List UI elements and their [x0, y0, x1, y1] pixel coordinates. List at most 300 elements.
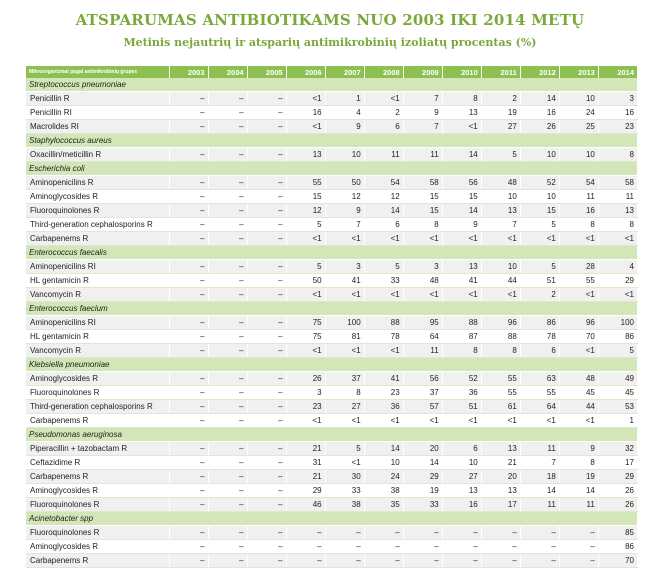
value-cell-2011: 5 — [481, 148, 520, 162]
value-cell-2006: 75 — [286, 316, 325, 330]
value-cell-2003: – — [169, 218, 208, 232]
value-cell-2009: 7 — [403, 92, 442, 106]
value-cell-2007: 27 — [325, 400, 364, 414]
value-cell-2003: – — [169, 274, 208, 288]
value-cell-2011: 17 — [481, 498, 520, 512]
value-cell-2003: – — [169, 442, 208, 456]
value-cell-2009: 20 — [403, 442, 442, 456]
value-cell-2013: 44 — [559, 400, 598, 414]
antimicrobial-label: Carbapenems R — [26, 470, 169, 484]
table-row — [26, 190, 638, 204]
resistance-table — [26, 66, 638, 568]
value-cell-2010: 56 — [442, 176, 481, 190]
value-cell-2009: 56 — [403, 372, 442, 386]
value-cell-2007: 33 — [325, 484, 364, 498]
value-cell-2004: – — [208, 442, 247, 456]
value-cell-2012: 18 — [520, 470, 559, 484]
antimicrobial-label: Macrolides RI — [26, 120, 169, 134]
value-cell-2009: – — [403, 526, 442, 540]
value-cell-2013: 8 — [559, 456, 598, 470]
value-cell-2007: 50 — [325, 176, 364, 190]
value-cell-2010: 52 — [442, 372, 481, 386]
value-cell-2003: – — [169, 386, 208, 400]
table-row — [26, 148, 638, 162]
table-row — [26, 554, 638, 568]
value-cell-2006: 23 — [286, 400, 325, 414]
value-cell-2011: 19 — [481, 106, 520, 120]
value-cell-2009: – — [403, 554, 442, 568]
table-row — [26, 260, 638, 274]
value-cell-2011: – — [481, 540, 520, 554]
header-year-2008: 2008 — [364, 66, 403, 78]
value-cell-2014: 86 — [598, 540, 637, 554]
antimicrobial-label: Aminoglycosides R — [26, 484, 169, 498]
value-cell-2009: 95 — [403, 316, 442, 330]
value-cell-2003: – — [169, 204, 208, 218]
value-cell-2008: 38 — [364, 484, 403, 498]
value-cell-2012: 26 — [520, 120, 559, 134]
value-cell-2014: 11 — [598, 190, 637, 204]
table-row — [26, 470, 638, 484]
organism-name: Streptococcus pneumoniae — [26, 78, 638, 92]
value-cell-2012: 5 — [520, 218, 559, 232]
value-cell-2014: 23 — [598, 120, 637, 134]
value-cell-2003: – — [169, 330, 208, 344]
table-row — [26, 330, 638, 344]
value-cell-2014: 29 — [598, 470, 637, 484]
organism-name: Escherichia coli — [26, 162, 638, 176]
value-cell-2009: 33 — [403, 498, 442, 512]
value-cell-2004: – — [208, 148, 247, 162]
value-cell-2012: 7 — [520, 456, 559, 470]
value-cell-2004: – — [208, 498, 247, 512]
value-cell-2013: – — [559, 554, 598, 568]
value-cell-2005: – — [247, 120, 286, 134]
table-row — [26, 526, 638, 540]
value-cell-2010: – — [442, 526, 481, 540]
value-cell-2013: 11 — [559, 498, 598, 512]
value-cell-2007: – — [325, 526, 364, 540]
value-cell-2006: <1 — [286, 92, 325, 106]
value-cell-2014: 17 — [598, 456, 637, 470]
value-cell-2008: 78 — [364, 330, 403, 344]
value-cell-2012: 2 — [520, 288, 559, 302]
value-cell-2008: 24 — [364, 470, 403, 484]
table-row — [26, 540, 638, 554]
value-cell-2003: – — [169, 232, 208, 246]
value-cell-2009: 7 — [403, 120, 442, 134]
antimicrobial-label: Penicillin RI — [26, 106, 169, 120]
table-row — [26, 218, 638, 232]
header-year-2003: 2003 — [169, 66, 208, 78]
value-cell-2010: 14 — [442, 204, 481, 218]
value-cell-2005: – — [247, 260, 286, 274]
value-cell-2013: 28 — [559, 260, 598, 274]
value-cell-2008: <1 — [364, 232, 403, 246]
value-cell-2005: – — [247, 526, 286, 540]
value-cell-2009: 11 — [403, 344, 442, 358]
value-cell-2005: – — [247, 232, 286, 246]
value-cell-2006: <1 — [286, 120, 325, 134]
value-cell-2011: 44 — [481, 274, 520, 288]
value-cell-2006: – — [286, 554, 325, 568]
value-cell-2005: – — [247, 106, 286, 120]
value-cell-2009: 48 — [403, 274, 442, 288]
value-cell-2010: 88 — [442, 316, 481, 330]
value-cell-2008: 35 — [364, 498, 403, 512]
value-cell-2010: 8 — [442, 92, 481, 106]
value-cell-2006: 12 — [286, 204, 325, 218]
value-cell-2012: 15 — [520, 204, 559, 218]
value-cell-2011: 7 — [481, 218, 520, 232]
value-cell-2013: 11 — [559, 190, 598, 204]
table-row — [26, 288, 638, 302]
organism-group-row — [26, 512, 638, 526]
value-cell-2005: – — [247, 218, 286, 232]
value-cell-2014: 5 — [598, 344, 637, 358]
value-cell-2013: <1 — [559, 344, 598, 358]
value-cell-2006: – — [286, 526, 325, 540]
value-cell-2007: 30 — [325, 470, 364, 484]
value-cell-2004: – — [208, 218, 247, 232]
value-cell-2010: <1 — [442, 288, 481, 302]
organism-group-row — [26, 302, 638, 316]
value-cell-2006: 5 — [286, 218, 325, 232]
organism-name: Enterococcus faecium — [26, 302, 638, 316]
value-cell-2005: – — [247, 148, 286, 162]
value-cell-2012: 11 — [520, 498, 559, 512]
value-cell-2004: – — [208, 456, 247, 470]
value-cell-2004: – — [208, 288, 247, 302]
organism-group-row — [26, 428, 638, 442]
value-cell-2010: – — [442, 554, 481, 568]
organism-group-row — [26, 134, 638, 148]
value-cell-2009: <1 — [403, 414, 442, 428]
antimicrobial-label: Piperacillin + tazobactam R — [26, 442, 169, 456]
value-cell-2008: 10 — [364, 456, 403, 470]
value-cell-2014: 16 — [598, 106, 637, 120]
value-cell-2005: – — [247, 470, 286, 484]
value-cell-2012: 11 — [520, 442, 559, 456]
value-cell-2011: 13 — [481, 442, 520, 456]
value-cell-2014: 100 — [598, 316, 637, 330]
value-cell-2011: – — [481, 526, 520, 540]
value-cell-2014: 8 — [598, 148, 637, 162]
value-cell-2004: – — [208, 400, 247, 414]
value-cell-2006: 31 — [286, 456, 325, 470]
value-cell-2013: <1 — [559, 232, 598, 246]
value-cell-2004: – — [208, 386, 247, 400]
antimicrobial-label: Carbapenems R — [26, 554, 169, 568]
value-cell-2005: – — [247, 344, 286, 358]
table-row — [26, 92, 638, 106]
value-cell-2007: – — [325, 554, 364, 568]
antimicrobial-label: Aminopenicilins RI — [26, 260, 169, 274]
header-year-2005: 2005 — [247, 66, 286, 78]
value-cell-2004: – — [208, 372, 247, 386]
value-cell-2011: 96 — [481, 316, 520, 330]
page-title: ATSPARUMAS ANTIBIOTIKAMS NUO 2003 IKI 2014 METŲ — [75, 11, 585, 29]
value-cell-2005: – — [247, 540, 286, 554]
value-cell-2013: 24 — [559, 106, 598, 120]
value-cell-2012: 78 — [520, 330, 559, 344]
value-cell-2008: <1 — [364, 344, 403, 358]
value-cell-2003: – — [169, 260, 208, 274]
value-cell-2007: 5 — [325, 442, 364, 456]
value-cell-2013: 8 — [559, 218, 598, 232]
value-cell-2011: <1 — [481, 414, 520, 428]
value-cell-2005: – — [247, 204, 286, 218]
value-cell-2005: – — [247, 288, 286, 302]
value-cell-2007: 38 — [325, 498, 364, 512]
value-cell-2013: – — [559, 526, 598, 540]
value-cell-2014: 86 — [598, 330, 637, 344]
value-cell-2014: 85 — [598, 526, 637, 540]
value-cell-2012: 5 — [520, 260, 559, 274]
value-cell-2007: 8 — [325, 386, 364, 400]
value-cell-2008: <1 — [364, 288, 403, 302]
value-cell-2006: 55 — [286, 176, 325, 190]
table-row — [26, 316, 638, 330]
value-cell-2004: – — [208, 274, 247, 288]
table-row — [26, 498, 638, 512]
value-cell-2004: – — [208, 414, 247, 428]
value-cell-2012: 64 — [520, 400, 559, 414]
value-cell-2006: 15 — [286, 190, 325, 204]
table-body — [26, 78, 638, 568]
value-cell-2011: 88 — [481, 330, 520, 344]
value-cell-2013: 14 — [559, 484, 598, 498]
antimicrobial-label: HL gentamicin R — [26, 274, 169, 288]
value-cell-2012: 51 — [520, 274, 559, 288]
value-cell-2007: 41 — [325, 274, 364, 288]
value-cell-2005: – — [247, 316, 286, 330]
value-cell-2008: 36 — [364, 400, 403, 414]
value-cell-2010: 13 — [442, 260, 481, 274]
table-row — [26, 106, 638, 120]
value-cell-2005: – — [247, 442, 286, 456]
value-cell-2013: 96 — [559, 316, 598, 330]
value-cell-2012: 14 — [520, 484, 559, 498]
value-cell-2010: 51 — [442, 400, 481, 414]
value-cell-2007: <1 — [325, 414, 364, 428]
value-cell-2011: 13 — [481, 204, 520, 218]
value-cell-2012: 14 — [520, 92, 559, 106]
value-cell-2006: 75 — [286, 330, 325, 344]
value-cell-2006: 3 — [286, 386, 325, 400]
value-cell-2007: 9 — [325, 120, 364, 134]
antimicrobial-label: Fluoroquinolones R — [26, 498, 169, 512]
value-cell-2008: 23 — [364, 386, 403, 400]
value-cell-2010: 8 — [442, 344, 481, 358]
value-cell-2004: – — [208, 470, 247, 484]
value-cell-2003: – — [169, 190, 208, 204]
value-cell-2004: – — [208, 176, 247, 190]
value-cell-2006: 21 — [286, 470, 325, 484]
value-cell-2013: 25 — [559, 120, 598, 134]
value-cell-2005: – — [247, 190, 286, 204]
value-cell-2009: <1 — [403, 232, 442, 246]
value-cell-2014: 8 — [598, 218, 637, 232]
value-cell-2009: 58 — [403, 176, 442, 190]
value-cell-2014: 32 — [598, 442, 637, 456]
value-cell-2014: 70 — [598, 554, 637, 568]
value-cell-2014: 4 — [598, 260, 637, 274]
value-cell-2009: 19 — [403, 484, 442, 498]
value-cell-2006: 46 — [286, 498, 325, 512]
value-cell-2014: 1 — [598, 414, 637, 428]
value-cell-2008: – — [364, 554, 403, 568]
value-cell-2014: 29 — [598, 274, 637, 288]
table-row — [26, 442, 638, 456]
value-cell-2007: 4 — [325, 106, 364, 120]
value-cell-2012: 86 — [520, 316, 559, 330]
value-cell-2010: 13 — [442, 106, 481, 120]
value-cell-2008: – — [364, 526, 403, 540]
value-cell-2007: 100 — [325, 316, 364, 330]
value-cell-2006: 13 — [286, 148, 325, 162]
value-cell-2008: 6 — [364, 218, 403, 232]
value-cell-2011: 21 — [481, 456, 520, 470]
value-cell-2003: – — [169, 456, 208, 470]
value-cell-2008: 14 — [364, 442, 403, 456]
value-cell-2004: – — [208, 540, 247, 554]
value-cell-2007: 3 — [325, 260, 364, 274]
table-row — [26, 176, 638, 190]
organism-name: Staphylococcus aureus — [26, 134, 638, 148]
value-cell-2003: – — [169, 148, 208, 162]
header-year-2011: 2011 — [481, 66, 520, 78]
antimicrobial-label: Fluoroquinolones R — [26, 204, 169, 218]
value-cell-2013: 9 — [559, 442, 598, 456]
value-cell-2014: 53 — [598, 400, 637, 414]
antimicrobial-label: Aminopenicilins RI — [26, 316, 169, 330]
value-cell-2009: 8 — [403, 218, 442, 232]
header-year-2013: 2013 — [559, 66, 598, 78]
table-row — [26, 456, 638, 470]
value-cell-2008: 5 — [364, 260, 403, 274]
value-cell-2009: <1 — [403, 288, 442, 302]
value-cell-2009: 15 — [403, 190, 442, 204]
value-cell-2013: <1 — [559, 288, 598, 302]
table-row — [26, 204, 638, 218]
value-cell-2010: 41 — [442, 274, 481, 288]
value-cell-2010: – — [442, 540, 481, 554]
organism-group-row — [26, 358, 638, 372]
value-cell-2010: 6 — [442, 442, 481, 456]
value-cell-2007: 12 — [325, 190, 364, 204]
value-cell-2008: 11 — [364, 148, 403, 162]
antimicrobial-label: Aminoglycosides R — [26, 372, 169, 386]
header-year-2014: 2014 — [598, 66, 637, 78]
value-cell-2005: – — [247, 330, 286, 344]
value-cell-2009: – — [403, 540, 442, 554]
value-cell-2003: – — [169, 106, 208, 120]
value-cell-2010: 36 — [442, 386, 481, 400]
value-cell-2004: – — [208, 526, 247, 540]
antimicrobial-label: Oxacillin/meticillin R — [26, 148, 169, 162]
value-cell-2014: <1 — [598, 288, 637, 302]
antimicrobial-label: Fluoroquinolones R — [26, 386, 169, 400]
header-year-2006: 2006 — [286, 66, 325, 78]
value-cell-2007: <1 — [325, 344, 364, 358]
value-cell-2013: 48 — [559, 372, 598, 386]
value-cell-2010: 27 — [442, 470, 481, 484]
value-cell-2008: <1 — [364, 414, 403, 428]
value-cell-2012: 6 — [520, 344, 559, 358]
organism-group-row — [26, 162, 638, 176]
value-cell-2003: – — [169, 414, 208, 428]
value-cell-2005: – — [247, 414, 286, 428]
value-cell-2006: 26 — [286, 372, 325, 386]
header-year-2010: 2010 — [442, 66, 481, 78]
value-cell-2013: 70 — [559, 330, 598, 344]
value-cell-2003: – — [169, 372, 208, 386]
antimicrobial-label: Vancomycin R — [26, 288, 169, 302]
value-cell-2013: 19 — [559, 470, 598, 484]
value-cell-2012: – — [520, 540, 559, 554]
value-cell-2010: 13 — [442, 484, 481, 498]
value-cell-2003: – — [169, 484, 208, 498]
value-cell-2004: – — [208, 190, 247, 204]
value-cell-2006: 50 — [286, 274, 325, 288]
table-row — [26, 372, 638, 386]
value-cell-2004: – — [208, 260, 247, 274]
value-cell-2011: 20 — [481, 470, 520, 484]
value-cell-2007: 7 — [325, 218, 364, 232]
value-cell-2013: 54 — [559, 176, 598, 190]
value-cell-2008: 54 — [364, 176, 403, 190]
value-cell-2007: <1 — [325, 232, 364, 246]
value-cell-2011: 2 — [481, 92, 520, 106]
value-cell-2005: – — [247, 498, 286, 512]
antimicrobial-label: Penicillin R — [26, 92, 169, 106]
value-cell-2012: – — [520, 526, 559, 540]
value-cell-2011: 10 — [481, 260, 520, 274]
organism-group-row — [26, 246, 638, 260]
value-cell-2008: 14 — [364, 204, 403, 218]
value-cell-2004: – — [208, 484, 247, 498]
value-cell-2004: – — [208, 554, 247, 568]
value-cell-2005: – — [247, 456, 286, 470]
value-cell-2009: 3 — [403, 260, 442, 274]
value-cell-2004: – — [208, 316, 247, 330]
value-cell-2011: <1 — [481, 288, 520, 302]
organism-group-row — [26, 78, 638, 92]
value-cell-2014: 45 — [598, 386, 637, 400]
value-cell-2008: 88 — [364, 316, 403, 330]
header-year-2007: 2007 — [325, 66, 364, 78]
value-cell-2004: – — [208, 204, 247, 218]
value-cell-2005: – — [247, 484, 286, 498]
value-cell-2006: <1 — [286, 232, 325, 246]
value-cell-2008: 41 — [364, 372, 403, 386]
value-cell-2011: 48 — [481, 176, 520, 190]
value-cell-2012: 10 — [520, 148, 559, 162]
antimicrobial-label: Ceftazidime R — [26, 456, 169, 470]
value-cell-2010: 87 — [442, 330, 481, 344]
organism-name: Acinetobacter spp — [26, 512, 638, 526]
value-cell-2013: 45 — [559, 386, 598, 400]
value-cell-2010: <1 — [442, 414, 481, 428]
table-header-row — [26, 66, 638, 78]
value-cell-2006: – — [286, 540, 325, 554]
value-cell-2006: 16 — [286, 106, 325, 120]
antimicrobial-label: Vancomycin R — [26, 344, 169, 358]
page-subtitle: Metinis nejautrių ir atsparių antimikrobinių izoliatų procentas (%) — [123, 36, 537, 49]
value-cell-2010: 16 — [442, 498, 481, 512]
value-cell-2014: 3 — [598, 92, 637, 106]
